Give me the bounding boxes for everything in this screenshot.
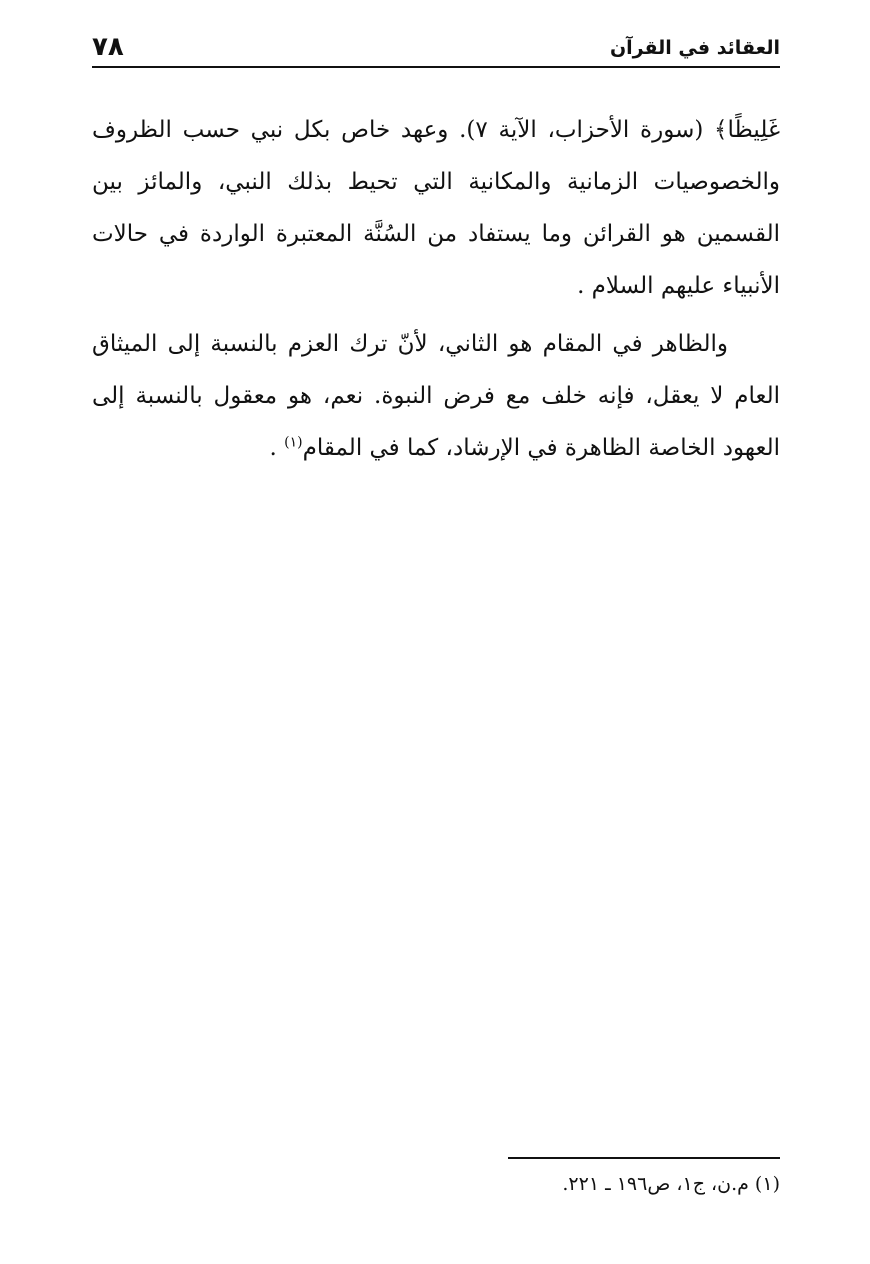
footnote: (١) م.ن، ج١، ص١٩٦ ـ ٢٢١. bbox=[562, 1173, 780, 1195]
page-header bbox=[92, 30, 780, 68]
footnote-divider bbox=[508, 1157, 780, 1159]
paragraph-text: والظاهر في المقام هو الثاني، لأنّ ترك العزم بالنسبة إلى الميثاق العام لا يعقل، فإنه خلف مع فرض النبوة. نعم، هو معقول بالنسبة إلى العهود الخاصة الظاهرة في الإرشاد، كما في المقام bbox=[92, 331, 780, 461]
body-text bbox=[92, 104, 780, 474]
paragraph: غَلِيظًا﴾ (سورة الأحزاب، الآية ٧). وعهد خاص بكل نبي حسب الظروف والخصوصيات الزمانية والمكانية التي تحيط بذلك النبي، والمائز بين القسمين هو القرائن وما يستفاد من السُنَّة المعتبرة الواردة في حالات الأنبياء عليهم السلام . bbox=[92, 117, 780, 299]
paragraph-end: . bbox=[269, 435, 285, 461]
footnote-reference[interactable]: (١) bbox=[284, 434, 303, 451]
page-number: ٧٨ bbox=[92, 32, 124, 62]
running-title: العقائد في القرآن bbox=[609, 37, 780, 59]
paragraph bbox=[92, 318, 780, 474]
